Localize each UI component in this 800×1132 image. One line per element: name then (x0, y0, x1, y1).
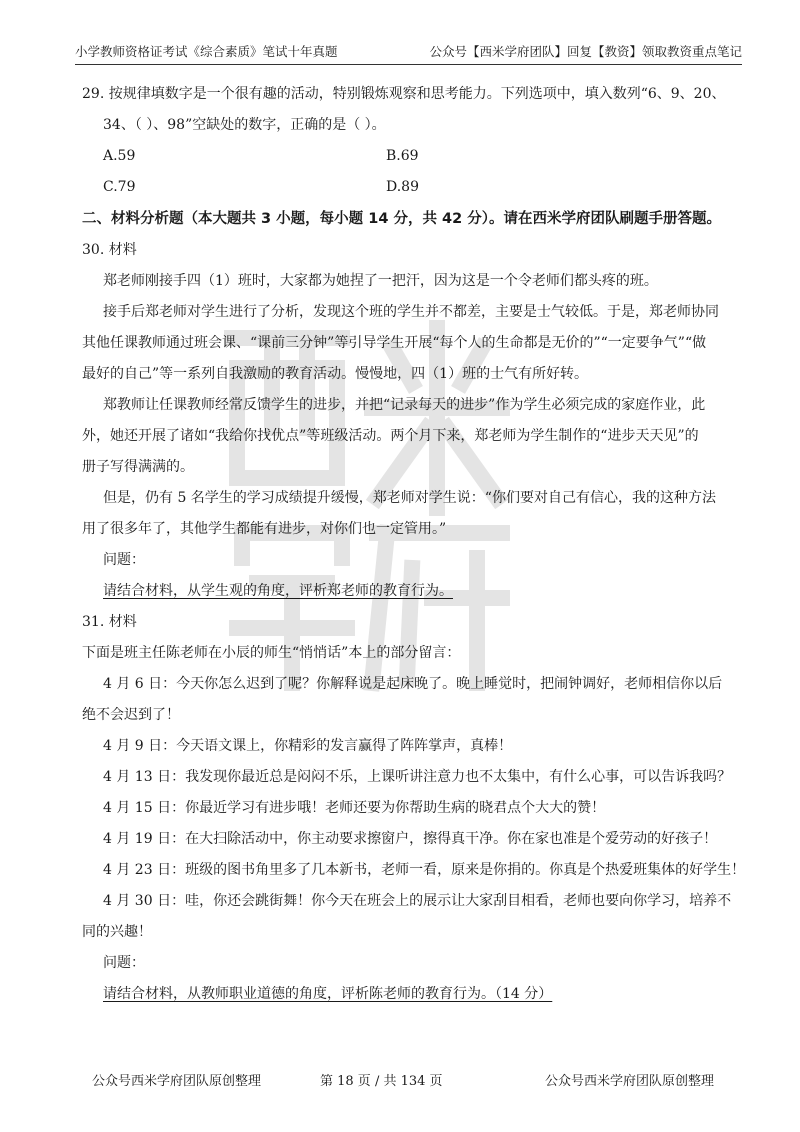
q31-paragraph-line: 4 月 23 日：班级的图书角里多了几本新书，老师一看，原来是你捐的。你真是个热爱班集体的好学生！ (103, 862, 746, 878)
q31-paragraph-line: 4 月 13 日：我发现你最近总是闷闷不乐，上课听讲注意力也不太集中，有什么心事，可以告诉我吗？ (103, 769, 732, 785)
q29-option-a: A.59 (103, 148, 136, 164)
q31-paragraph-line: 4 月 30 日：哇，你还会跳街舞！你今天在班会上的展示让大家刮目相看，老师也要向你学习，培养不 (103, 893, 732, 909)
q29-option-c: C.79 (103, 179, 136, 195)
q30-paragraph-line: 册子写得满满的。 (82, 459, 194, 475)
header-left-title: 小学教师资格证考试《综合素质》笔试十年真题 (75, 44, 338, 59)
section-heading: 二、材料分析题（本大题共 3 小题，每小题 14 分，共 42 分）。请在西米学府团队刷题手册答题。 (82, 211, 721, 227)
q31-label: 31. 材料 (82, 614, 137, 630)
q30-paragraph-line: 但是，仍有 5 名学生的学习成绩提升缓慢，郑老师对学生说：“你们要对自己有信心，我的这种方法 (103, 490, 716, 506)
q30-paragraph-line: 最好的自己”等一系列自我激励的教育活动。慢慢地，四（1）班的士气有所好转。 (82, 366, 589, 382)
q31-question-text (103, 984, 740, 1004)
q30-question-text (103, 581, 740, 601)
q29-stem-line-1: 29. 按规律填数字是一个很有趣的活动，特别锻炼观察和思考能力。下列选项中，填入数列“6、9、20、 (82, 86, 726, 102)
q31-paragraph-line: 4 月 9 日：今天语文课上，你精彩的发言赢得了阵阵掌声，真棒！ (103, 738, 513, 754)
page-header (75, 38, 742, 65)
q30-paragraph-line: 接手后郑老师对学生进行了分析，发现这个班的学生并不都差，主要是士气较低。于是，郑老师协同 (103, 304, 719, 320)
q31-paragraph-line: 4 月 15 日：你最近学习有进步哦！老师还要为你帮助生病的晓君点个大大的赞！ (103, 800, 606, 816)
q31-paragraph-line: 4 月 6 日：今天你怎么迟到了呢？你解释说是起床晚了。晚上睡觉时，把闹钟调好，老师相信你以后 (103, 676, 723, 692)
q30-paragraph-line: 外，她还开展了诸如“我给你找优点”等班级活动。两个月下来，郑老师为学生制作的“进步天天见”的 (82, 428, 699, 444)
q29-stem-line-2: 34、（ ）、98”空缺处的数字，正确的是（ ）。 (103, 117, 386, 133)
q31-paragraph-line: 4 月 19 日：在大扫除活动中，你主动要求擦窗户，擦得真干净。你在家也准是个爱劳动的好孩子！ (103, 831, 718, 847)
q30-paragraph-line: 其他任课教师通过班会课、“课前三分钟”等引导学生开展“每个人的生命都是无价的”“一定要争气”“做 (82, 335, 707, 351)
q31-question-underlined: 请结合材料，从教师职业道德的角度，评析陈老师的教育行为。（14 分） (103, 986, 553, 1002)
q30-question-label: 问题： (103, 552, 145, 568)
page-number: 第 18 页 / 共 134 页 (320, 1074, 443, 1089)
q29-option-d: D.89 (386, 179, 419, 195)
q31-paragraph-line: 下面是班主任陈老师在小辰的师生“悄悄话”本上的部分留言： (82, 645, 461, 661)
q30-paragraph-line: 郑老师刚接手四（1）班时，大家都为她捏了一把汗，因为这是一个令老师们都头疼的班。 (103, 273, 658, 289)
q30-paragraph-line: 用了很多年了，其他学生都能有进步，对你们也一定管用。” (82, 521, 447, 537)
header-right-note: 公众号【西米学府团队】回复【教资】领取教资重点笔记 (429, 44, 742, 59)
q31-question-label: 问题： (103, 955, 145, 971)
q29-option-b: B.69 (386, 148, 419, 164)
q31-paragraph-line: 同的兴趣！ (82, 924, 152, 940)
q31-paragraph-line: 绝不会迟到了！ (82, 707, 180, 723)
q30-label: 30. 材料 (82, 242, 137, 258)
page-footer (0, 1070, 800, 1090)
footer-left: 公众号西米学府团队原创整理 (92, 1074, 262, 1089)
q30-question-underlined: 请结合材料，从学生观的角度，评析郑老师的教育行为。 (103, 583, 453, 599)
footer-right: 公众号西米学府团队原创整理 (545, 1074, 715, 1089)
q30-paragraph-line: 郑教师让任课教师经常反馈学生的进步，并把“记录每天的进步”作为学生必须完成的家庭作业，此 (103, 397, 706, 413)
